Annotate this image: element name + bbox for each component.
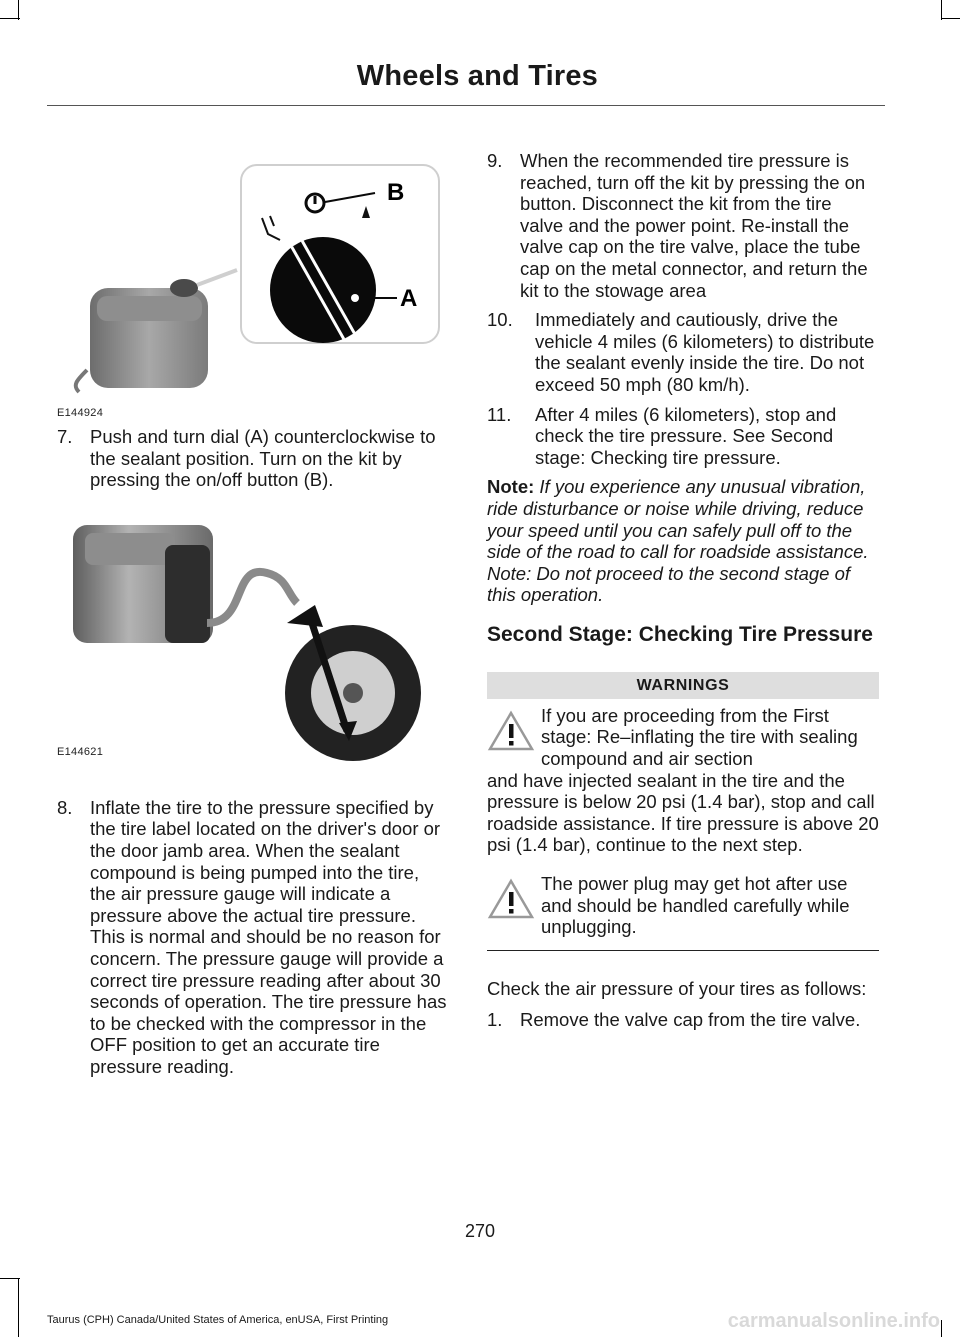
section-heading: Second Stage: Checking Tire Pressure	[487, 622, 873, 646]
warnings-end-divider	[487, 950, 879, 951]
step-9	[487, 150, 879, 301]
step-text: Remove the valve cap from the tire valve.	[520, 1009, 861, 1031]
crop-mark	[18, 1278, 19, 1337]
page-title: Wheels and Tires	[356, 60, 598, 92]
note	[487, 476, 879, 606]
step-number: 8.	[57, 796, 73, 818]
note-text: If you experience any unusual vibration, ride disturbance or noise while driving, reduce your speed until you can safely pull off to the side of the road to call for roadside assistance. Note: Do not proceed to the second stage of this operation.	[487, 476, 869, 606]
step-text: When the recommended tire pressure is reached, turn off the kit by pressing the on button. Disconnect the kit from the tire valve and the power point. Re-install the valve cap on the tire valve, place the tube cap on the metal connector, and return the kit to the stowage area	[520, 150, 868, 301]
step-number: 11.	[487, 403, 512, 425]
page-number: 270	[464, 1221, 496, 1241]
right-column	[487, 150, 879, 1031]
crop-mark	[0, 18, 20, 19]
warning-triangle-icon	[487, 878, 535, 920]
crop-mark	[941, 18, 960, 19]
label-a: A	[400, 285, 418, 312]
step-text: Immediately and cautiously, drive the vehicle 4 miles (6 kilometers) to distribute the sealant evenly inside the tire. Do not exceed 50 mph (80 km/h).	[535, 309, 875, 395]
compressor-tire-illustration	[57, 513, 449, 761]
intro-text: Check the air pressure of your tires as follows:	[487, 977, 867, 999]
step-10	[487, 309, 879, 395]
step-1	[487, 1009, 879, 1031]
crop-mark	[941, 1320, 942, 1337]
step-11	[487, 404, 879, 469]
warning-2	[487, 873, 879, 938]
step-text: Push and turn dial (A) counterclockwise to the sealant position. Turn on the kit by pressing the on/off button (B).	[90, 426, 436, 491]
step-text: Inflate the tire to the pressure specified by the tire label located on the driver's door or the door jamb area. When the sealant compound is being pumped into the tire, the air pressure gauge will indicate a pressure above the actual tire pressure. This is normal and should be no reason for concern. The pressure gauge will provide a correct tire pressure reading after about 30 seconds of operation. The tire pressure has to be checked with the compressor in the OFF position to get an accurate tire pressure reading.	[90, 796, 447, 1077]
footer: Taurus (CPH) Canada/United States of America, enUSA, First Printing	[47, 1314, 389, 1326]
step-8	[57, 797, 449, 1078]
step-number: 7.	[57, 426, 73, 447]
figure-tire	[57, 513, 449, 761]
warning-text-lead: If you are proceeding from the First stage: Re–inflating the tire with sealing compound and air section	[541, 704, 858, 770]
step-number: 10.	[487, 309, 513, 331]
crop-mark	[941, 0, 942, 20]
warning-triangle-icon	[487, 710, 535, 752]
watermark: carmanualsonline.info	[727, 1310, 940, 1332]
compressor-dial-illustration	[57, 160, 449, 422]
figure-code: E144924	[57, 407, 104, 419]
warnings-header: WARNINGS	[487, 672, 879, 699]
crop-mark	[0, 1278, 20, 1279]
label-b: B	[387, 179, 405, 206]
step-number: 9.	[487, 150, 503, 171]
header-divider	[47, 105, 885, 106]
step-number: 1.	[487, 1009, 503, 1031]
step-7	[57, 426, 449, 491]
note-label: Note:	[487, 476, 535, 498]
step-text: After 4 miles (6 kilometers), stop and check the tire pressure. See Second stage: Checking tire pressure.	[535, 403, 837, 468]
warning-text: and have injected sealant in the tire and the pressure is below 20 psi (1.4 bar), stop and call roadside assistance. If tire pressure is above 20 psi (1.4 bar), continue to the next step.	[487, 769, 879, 856]
warning-1	[487, 705, 879, 856]
crop-mark	[18, 0, 19, 20]
left-column	[57, 160, 449, 1078]
warning-text: The power plug may get hot after use and should be handled carefully while unplugging.	[541, 873, 850, 938]
figure-code: E144621	[57, 745, 104, 758]
figure-dial	[57, 160, 449, 422]
